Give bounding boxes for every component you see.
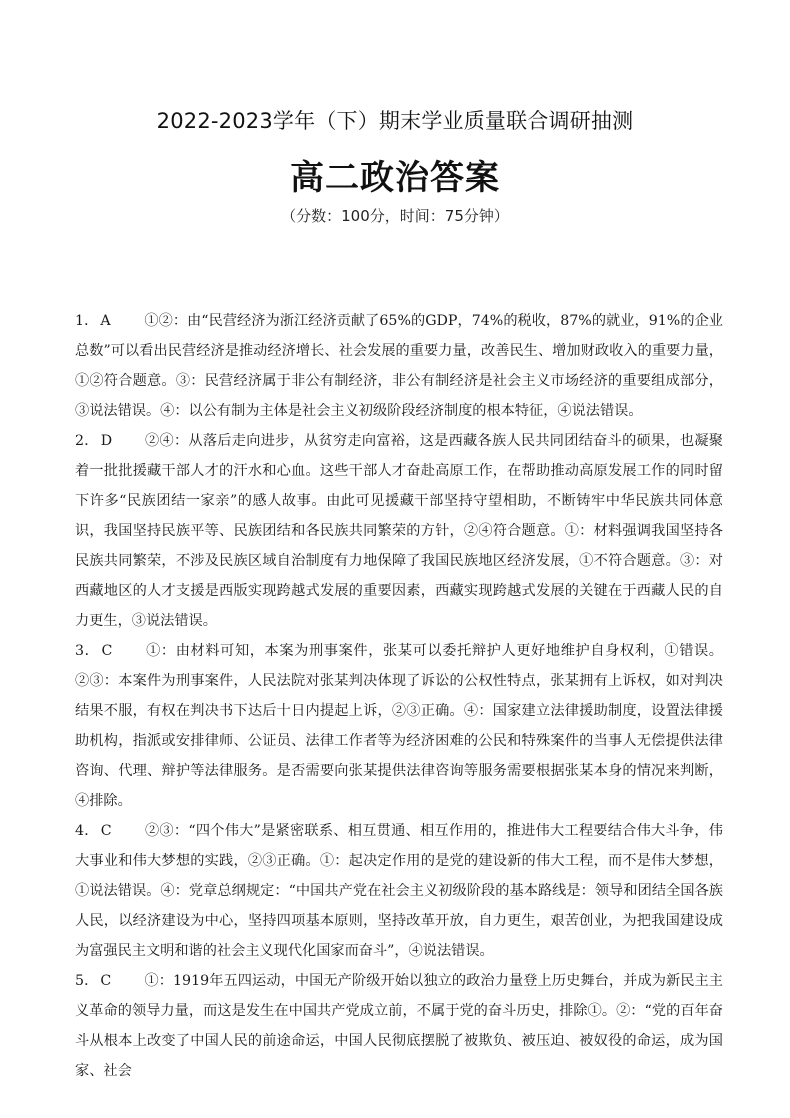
answer-explanation: ①②：由“民营经济为浙江经济贡献了65%的GDP，74%的税收，87%的就业，91%的企业总数”可以看出民营经济是推动经济增长、社会发展的重要力量，改善民生、增加财政收入的重要力量，①②符合题意。③：民营经济属于非公有制经济，非公有制经济是社会主义市场经济的重要组成部分，③说法错误。④：以公有制为主体是社会主义初级阶段经济制度的根本特征，④说法错误。 [75,313,723,419]
answer-explanation: ①：1919年五四运动，中国无产阶级开始以独立的政治力量登上历史舞台，并成为新民主主义革命的领导力量，而这是发生在中国共产党成立前，不属于党的奋斗历史，排除①。②：“党的百年奋斗从根本上改变了中国人民的前途命运，中国人民彻底摆脱了被欺负、被压迫、被奴役的命运，成为国家、社会 [75,973,723,1079]
answer-number: 2． [75,433,99,449]
answer-item [75,306,723,426]
answer-item [75,426,723,636]
answer-item [75,816,723,966]
answer-number: 1． [75,313,99,329]
answer-item [75,636,723,816]
exam-subtitle: （分数：100分，时间：75分钟） [281,207,509,225]
answer-explanation: ②③：“四个伟大”是紧密联系、相互贯通、相互作用的，推进伟大工程要结合伟大斗争，伟大事业和伟大梦想的实践，②③正确。①：起决定作用的是党的建设新的伟大工程，而不是伟大梦想，①说法错误。④：党章总纲规定：“中国共产党在社会主义初级阶段的基本路线是：领导和团结全国各族人民，以经济建设为中心，坚持四项基本原则，坚持改革开放，自力更生，艰苦创业，为把我国建设成为富强民主文明和谐的社会主义现代化国家而奋斗”，④说法错误。 [75,823,723,959]
answer-choice: D [100,433,113,449]
exam-header: 2022-2023学年（下）期末学业质量联合调研抽测 [156,109,634,133]
answer-number: 5． [75,973,99,989]
answer-choice: A [100,313,111,329]
answer-explanation: ①：由材料可知，本案为刑事案件，张某可以委托辩护人更好地维护自身权利，①错误。②③：本案件为刑事案件，人民法院对张某判决体现了诉讼的公权性特点，张某拥有上诉权，如对判决结果不服，有权在判决书下达后十日内提起上诉，②③正确。④：国家建立法律援助制度，设置法律援助机构，指派或安排律师、公证员、法律工作者等为经济困难的公民和特殊案件的当事人无偿提供法律咨询、代理、辩护等法律服务。是否需要向张某提供法律咨询等服务需要根据张某本身的情况来判断，④排除。 [75,643,723,809]
answer-choice: C [100,823,112,839]
answer-item [75,966,723,1086]
answer-number: 3． [75,643,100,659]
answer-number: 4． [75,823,99,839]
answer-explanation: ②④：从落后走向进步，从贫穷走向富裕，这是西藏各族人民共同团结奋斗的硕果，也凝聚着一批批援藏干部人才的汗水和心血。这些干部人才奋赴高原工作，在帮助推动高原发展工作的同时留下许多“民族团结一家亲”的感人故事。由此可见援藏干部坚持守望相助，不断铸牢中华民族共同体意识，我国坚持民族平等、民族团结和各民族共同繁荣的方针，②④符合题意。①：材料强调我国坚持各民族共同繁荣，不涉及民族区域自治制度有力地保障了我国民族地区经济发展，①不符合题意。③：对西藏地区的人才支援是西版实现跨越式发展的重要因素，西藏实现跨越式发展的关键在于西藏人民的自力更生，③说法错误。 [75,433,723,629]
answer-choice: C [101,643,113,659]
answer-choice: C [100,973,112,989]
page-title: 高二政治答案 [290,158,500,198]
answer-list [75,306,723,1086]
